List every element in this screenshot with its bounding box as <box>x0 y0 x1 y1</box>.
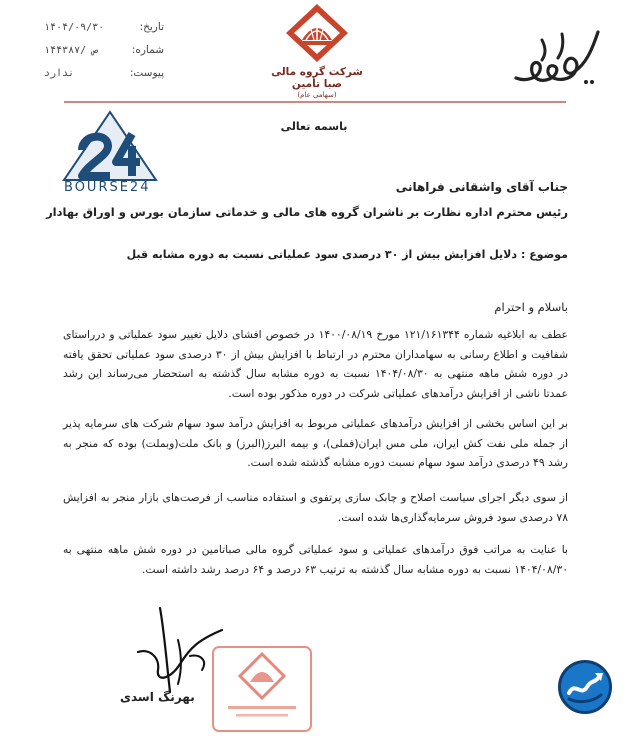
attachment-value: ندارد <box>44 68 75 79</box>
signer-name: بهرنگ اسدی <box>120 690 195 704</box>
body-paragraph-3: از سوی دیگر اجرای سیاست اصلاح و چابک سازی پرتفوی و استفاده مناسب از فرصت‌های بازار منجر به افزایش ۷۸ درصدی سود فروش سرمایه‌گذاری‌ها شده است. <box>63 491 568 524</box>
company-name: شرکت گروه مالی صبا تأمین <box>271 66 363 90</box>
subject-label: موضوع : <box>521 248 568 261</box>
number-row <box>44 39 164 62</box>
attachment-label: پیوست: <box>129 67 164 79</box>
subject-line <box>127 248 568 261</box>
company-type: (سهامی عام) <box>297 91 337 99</box>
recipient-name: جناب آقای واشقانی فراهانی <box>395 180 568 194</box>
recipient-title: رئیس محترم اداره نظارت بر ناشران گروه های مالی و خدماتی سازمان بورس و اوراق بهادار <box>46 205 568 219</box>
date-label: تاریخ: <box>139 21 164 33</box>
number-value: ۱۴۴۳۸۷/ ص <box>44 45 99 56</box>
round-chart-logo <box>558 660 612 714</box>
trend-arrow-icon <box>561 663 609 711</box>
company-logo-icon <box>284 2 350 64</box>
header-divider <box>64 101 566 103</box>
date-value: ۱۴۰۴/۰۹/۳۰ <box>44 22 105 33</box>
body-paragraph-1: عطف به ابلاغیه شماره ۱۲۱/۱۶۱۳۴۴ مورخ ۱۴۰۰/۰۸/۱۹ در خصوص افشای دلایل تغییر سود عملیاتی و درراستای شفافیت و اطلاع رسانی به سهامداران محترم در ارتباط با افزایش بیش از ۳۰ درصدی سود عملیاتی تحقق یافته در دوره شش ماهه منتهی به ۱۴۰۴/۰۸/۳۰ نسبت به دوره مشابه سال گذشته به استحضار می‌رساند این رشد عمدتا ناشی از افزایش درآمدهای عملیاتی شرکت در دوره مذکور بوده است. <box>63 328 569 400</box>
body-paragraph-2: بر این اساس بخشی از افزایش درآمدهای عملیاتی مربوط به افزایش درآمد سود سهام شرکت های سرمایه پذیر از جمله ملی نفت کش ایران، ملی مس ایران(فملی)، و بیمه البرز(البرز) و بانک ملت(وبملت) بوده که منجر به رشد ۴۹ درصدی درآمد سود سهام نسبت دوره مشابه گذشته شده است. <box>63 417 568 469</box>
ceo-handwriting <box>502 20 608 90</box>
greeting: باسلام و احترام <box>494 300 568 314</box>
bismillah: باسمه تعالی <box>280 120 348 133</box>
bourse24-text: BOURSE24 <box>64 180 151 195</box>
subject-text: دلایل افزایش بیش از ۳۰ درصدی سود عملیاتی نسبت به دوره مشابه قبل <box>126 248 518 261</box>
letter-meta <box>44 16 164 85</box>
stamp-icon <box>210 644 314 734</box>
company-logo <box>262 2 372 99</box>
date-row <box>44 16 164 39</box>
company-stamp <box>210 644 314 734</box>
bourse24-mark-icon <box>60 110 160 182</box>
body-paragraph-4: با عنایت به مراتب فوق درآمدهای عملیاتی و سود عملیاتی گروه مالی صباتامین در دوره شش ماهه منتهی به ۱۴۰۴/۰۸/۳۰ نسبت به دوره مشابه سال گذشته به ترتیب ۶۳ درصد و ۶۴ درصد رشد داشته است. <box>63 543 568 576</box>
number-label: شماره: <box>131 44 164 56</box>
attachment-row <box>44 62 164 85</box>
